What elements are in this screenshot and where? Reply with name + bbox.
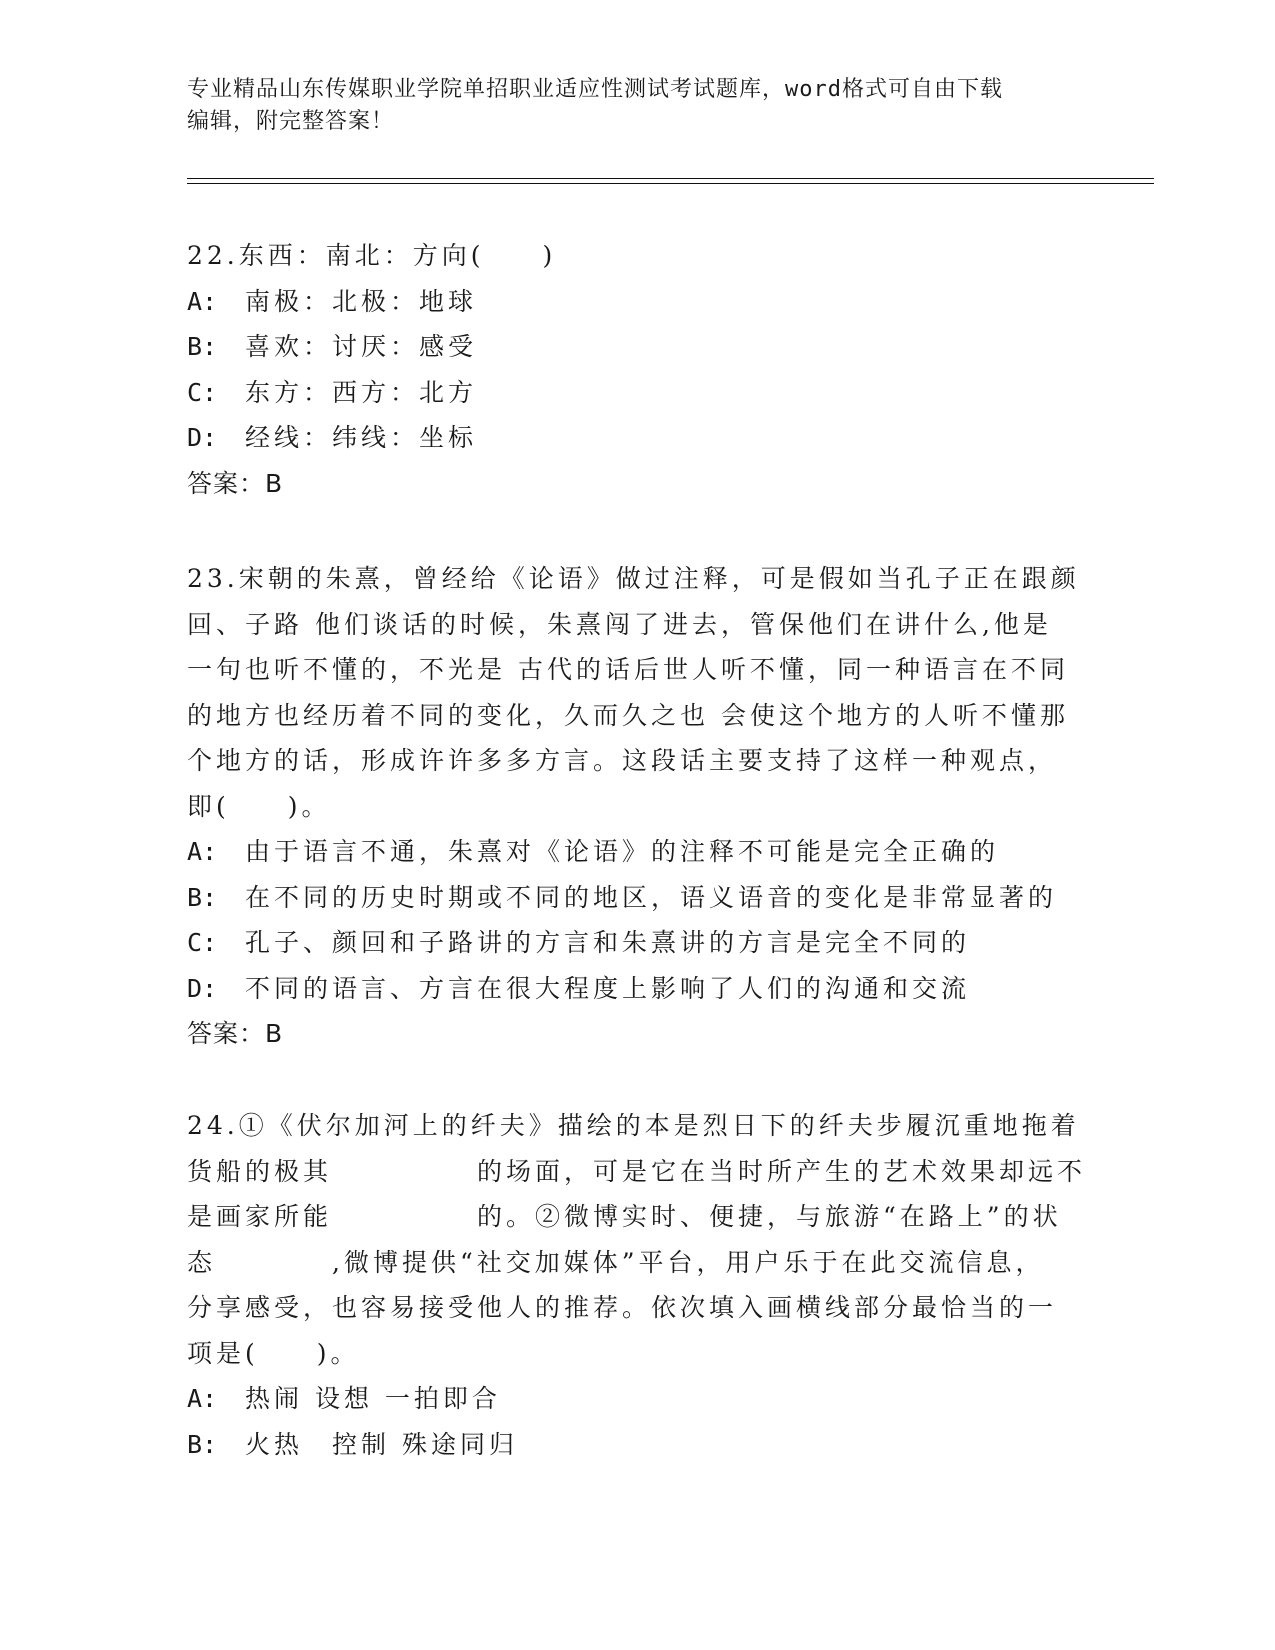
- option-b: [187, 875, 1087, 921]
- option-text: 热闹 设想 一拍即合: [245, 1384, 501, 1413]
- option-letter: B:: [187, 1429, 218, 1459]
- option-text: 喜欢：讨厌：感受: [245, 332, 478, 361]
- question-stem-line: 是画家所能 的。②微博实时、便捷，与旅游“在路上”的状: [187, 1202, 1062, 1231]
- option-d: [187, 415, 1087, 461]
- header-divider-bottom: [187, 183, 1154, 184]
- option-b: [187, 324, 1087, 370]
- question-stem-line: 的地方也经历着不同的变化，久而久之也 会使这个地方的人听不懂那: [187, 700, 1069, 730]
- question-22: [187, 233, 1087, 506]
- option-a: [187, 1376, 1087, 1422]
- option-letter: D:: [187, 973, 218, 1003]
- question-stem-line: 货船的极其 的场面，可是它在当时所产生的艺术效果却远不: [187, 1156, 1087, 1186]
- option-letter: B:: [187, 332, 218, 361]
- question-stem-line: 回、子路 他们谈话的时候，朱熹闯了进去，管保他们在讲什么,他是: [187, 609, 1052, 639]
- question-stem-line: 一句也听不懂的，不光是 古代的话后世人听不懂，同一种语言在不同: [187, 655, 1069, 684]
- question-stem-line: 23.宋朝的朱熹，曾经给《论语》做过注释，可是假如当孔子正在跟颜: [187, 564, 1080, 593]
- answer-line: 答案：B: [187, 1019, 284, 1048]
- question-stem-line: 个地方的话，形成许许多多方言。这段话主要支持了这样一种观点，: [187, 746, 1058, 775]
- header-divider-top: [187, 178, 1154, 179]
- option-b: [187, 1422, 1087, 1468]
- option-text: 南极：北极：地球: [245, 286, 478, 316]
- option-text: 东方：西方：北方: [245, 377, 478, 407]
- question-stem-line: 24.①《伏尔加河上的纤夫》描绘的本是烈日下的纤夫步履沉重地拖着: [187, 1111, 1080, 1140]
- option-letter: B:: [187, 882, 218, 912]
- header-line-2: 编辑，附完整答案！: [187, 109, 395, 134]
- answer-line: 答案：B: [187, 468, 284, 498]
- option-text: 不同的语言、方言在很大程度上影响了人们的沟通和交流: [245, 973, 971, 1003]
- option-c: [187, 370, 1087, 416]
- question-stem-line: 分享感受，也容易接受他人的推荐。依次填入画横线部分最恰当的一: [187, 1293, 1058, 1322]
- question-24: [187, 1103, 1087, 1467]
- question-stem-line: 即( )。: [187, 791, 331, 821]
- document-header: [187, 74, 1067, 138]
- option-c: [187, 920, 1087, 966]
- question-stem-line: 态 ,微博提供“社交加媒体”平台，用户乐于在此交流信息，: [187, 1247, 1045, 1277]
- option-letter: A:: [187, 837, 218, 866]
- option-a: [187, 279, 1087, 325]
- option-a: [187, 829, 1087, 875]
- option-text: 火热 控制 殊途同归: [245, 1429, 518, 1459]
- header-line-1: 专业精品山东传媒职业学院单招职业适应性测试考试题库，word格式可自由下载: [187, 77, 1003, 102]
- option-letter: C:: [187, 377, 218, 407]
- option-letter: A:: [187, 286, 218, 316]
- option-text: 由于语言不通，朱熹对《论语》的注释不可能是完全正确的: [245, 837, 1000, 866]
- option-letter: C:: [187, 928, 218, 957]
- question-stem-line: 22.东西：南北：方向( ): [187, 241, 557, 270]
- option-text: 孔子、颜回和子路讲的方言和朱熹讲的方言是完全不同的: [245, 928, 971, 957]
- option-text: 在不同的历史时期或不同的地区，语义语音的变化是非常显著的: [245, 882, 1058, 912]
- question-stem-line: 项是( )。: [187, 1338, 360, 1368]
- option-letter: A:: [187, 1384, 218, 1413]
- option-d: [187, 966, 1087, 1012]
- option-text: 经线：纬线：坐标: [245, 423, 478, 452]
- question-23: [187, 556, 1087, 1057]
- option-letter: D:: [187, 423, 218, 452]
